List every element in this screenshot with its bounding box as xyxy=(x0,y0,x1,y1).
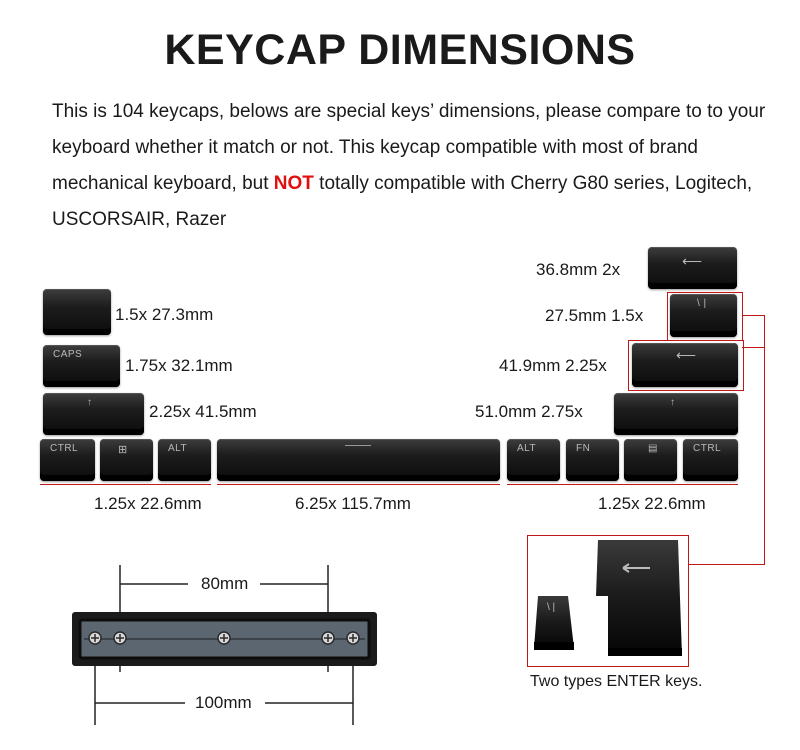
keycap-backspace-2x xyxy=(648,247,737,289)
keycap-fn xyxy=(566,439,619,481)
keycap-1-5x-label: 1.5x 27.3mm xyxy=(115,305,214,324)
keycap-legend: CTRL xyxy=(693,443,722,454)
keycap-shift-2-75x xyxy=(614,393,738,435)
keycap-1-75x-label: 1.75x 32.1mm xyxy=(125,356,233,375)
keycap-1-5x xyxy=(43,289,111,335)
enter-keys-caption: Two types ENTER keys. xyxy=(530,673,703,690)
annotation-connector-v xyxy=(764,315,765,565)
keycap-alt-left xyxy=(158,439,211,481)
annotation-line-right xyxy=(507,484,738,485)
keycap-legend: CTRL xyxy=(50,443,79,454)
description-highlight: NOT xyxy=(273,173,314,194)
keycap-2-75x-label: 51.0mm 2.75x xyxy=(475,402,583,421)
keycap-1-5x-right-label: 27.5mm 1.5x xyxy=(545,306,644,325)
bottom-right-label: 1.25x 22.6mm xyxy=(598,494,706,513)
keycap-ctrl-left xyxy=(40,439,95,481)
annotation-box-backslash xyxy=(667,292,743,341)
keycap-legend: ↑ xyxy=(87,397,93,408)
keycap-menu xyxy=(624,439,677,481)
keycap-legend: ALT xyxy=(517,443,537,454)
keycap-caps-1-75x xyxy=(43,345,120,387)
keycap-legend: ↑ xyxy=(670,397,676,408)
annotation-connector-h3 xyxy=(688,564,765,565)
keycap-legend: CAPS xyxy=(53,349,83,360)
keycap-legend: \ | xyxy=(697,298,707,309)
annotation-line-space xyxy=(217,484,500,485)
bottom-left-label: 1.25x 22.6mm xyxy=(94,494,202,513)
enter-keys-image xyxy=(528,536,686,664)
keycap-spacebar xyxy=(217,439,500,481)
keycap-legend: FN xyxy=(576,443,591,454)
spacebar-label: 6.25x 115.7mm xyxy=(295,494,411,513)
annotation-box-enter xyxy=(628,340,744,391)
keycap-shift-2-25x xyxy=(43,393,144,435)
annotation-connector-h1 xyxy=(742,315,764,316)
description-text: This is 104 keycaps, belows are special keys’ dimensions, please compare to to your keyboard whether it match or not. This keycap compatible with most of brand mechanical keyboard, but xyxy=(52,101,766,194)
svg-text:\ |: \ | xyxy=(547,602,556,613)
keycap-alt-right xyxy=(507,439,560,481)
spacebar-mark xyxy=(345,445,371,446)
description-text-end: totally compatible with Cherry G80 series, Logitech, USCORSAIR, Razer xyxy=(52,173,753,230)
annotation-line-left xyxy=(40,484,211,485)
keycap-2-25x-label: 2.25x 41.5mm xyxy=(149,402,257,421)
keycap-ctrl-right xyxy=(683,439,738,481)
keycap-2-25x-right-label: 41.9mm 2.25x xyxy=(499,356,607,375)
page-title: KEYCAP DIMENSIONS xyxy=(164,26,636,74)
keycap-legend: ALT xyxy=(168,443,188,454)
annotation-connector-h2 xyxy=(742,347,764,348)
keycap-2x-label: 36.8mm 2x xyxy=(536,260,621,279)
enter-keys-svg xyxy=(528,536,686,664)
stabilizer-80mm-label: 80mm xyxy=(201,574,249,593)
arrow-left-icon: ⟵ xyxy=(682,253,703,269)
description xyxy=(52,94,772,238)
stabilizer-100mm-label: 100mm xyxy=(195,693,252,712)
menu-icon: ▤ xyxy=(648,443,658,454)
arrow-left-icon: ⟵ xyxy=(676,347,697,363)
keycap-windows xyxy=(100,439,153,481)
windows-icon: ⊞ xyxy=(118,444,128,456)
